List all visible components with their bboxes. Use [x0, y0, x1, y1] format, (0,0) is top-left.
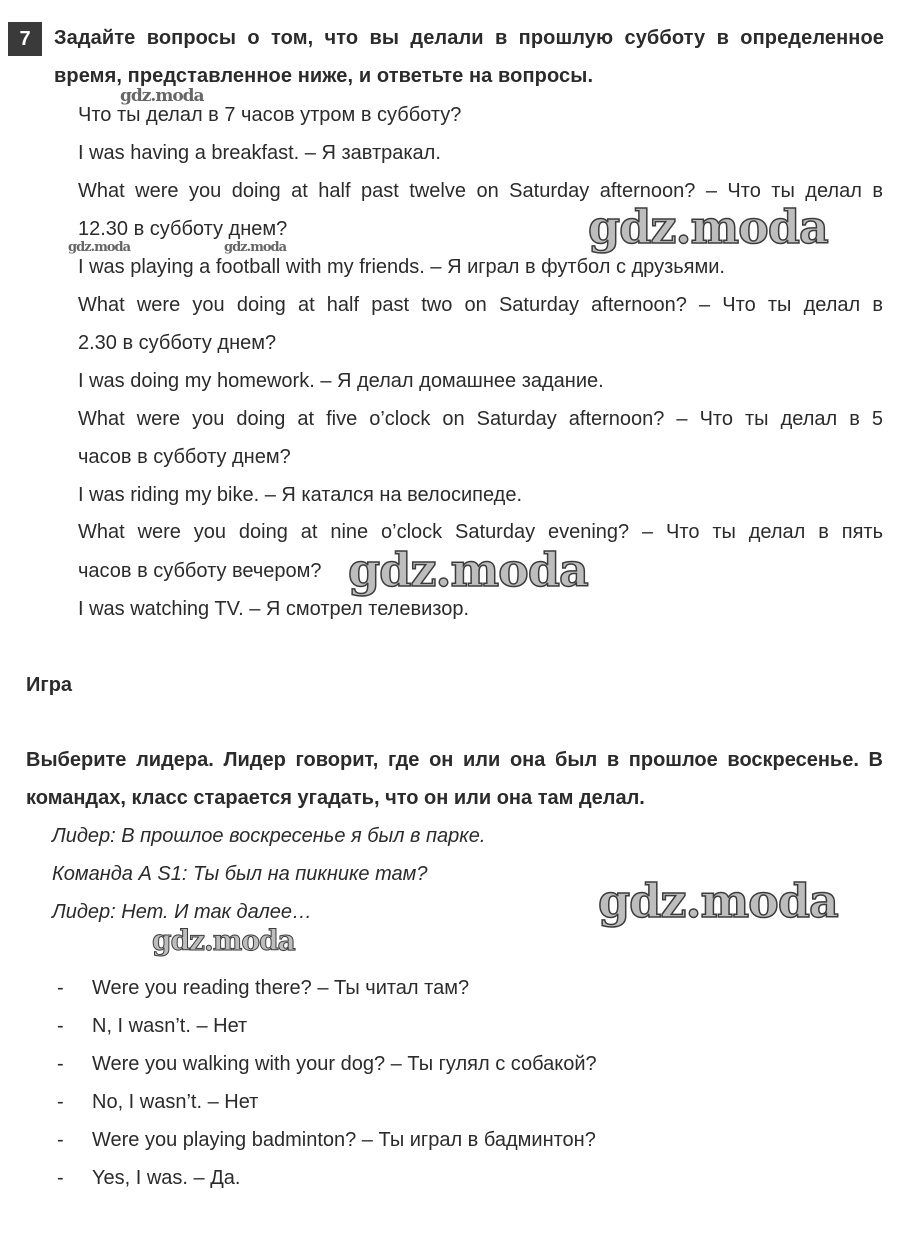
- list-item: N, I wasn’t. – Нет: [92, 1015, 248, 1037]
- watermark: gdz.moda: [598, 874, 838, 928]
- dialogue-answer-4: I was riding my bike. – Я катался на велосипеде.: [78, 484, 523, 506]
- dialogue-answer-5: I was watching TV. – Я смотрел телевизор.: [78, 598, 470, 620]
- list-bullet: -: [57, 1091, 64, 1113]
- list-item: Yes, I was. – Да.: [92, 1167, 241, 1189]
- watermark: gdz.moda: [152, 924, 295, 957]
- list-bullet: -: [57, 1053, 64, 1075]
- list-item: Were you walking with your dog? – Ты гулял с собакой?: [92, 1053, 597, 1075]
- watermark: gdz.moda: [68, 240, 131, 255]
- list-bullet: -: [57, 1015, 64, 1037]
- dialogue-question-2: What were you doing at half past twelve on Saturday afternoon? – Что ты делал в: [78, 180, 883, 202]
- game-example-1: Лидер: В прошлое воскресенье я был в парке.: [52, 825, 486, 847]
- dialogue-question-2-cont: 12.30 в субботу днем?: [78, 218, 288, 240]
- watermark: gdz.moda: [348, 543, 588, 597]
- game-example-2: Команда А S1: Ты был на пикнике там?: [52, 863, 428, 885]
- dialogue-question-5: What were you doing at nine o’clock Saturday evening? – Что ты делал в пять: [78, 521, 883, 543]
- dialogue-question-5-cont: часов в субботу вечером?: [78, 560, 322, 582]
- task-number-badge: 7: [8, 22, 42, 56]
- dialogue-question-3-cont: 2.30 в субботу днем?: [78, 332, 277, 354]
- list-bullet: -: [57, 1167, 64, 1189]
- list-item: No, I wasn’t. – Нет: [92, 1091, 259, 1113]
- watermark: gdz.moda: [224, 240, 287, 255]
- dialogue-answer-3: I was doing my homework. – Я делал домашнее задание.: [78, 370, 604, 392]
- list-item: Were you playing badminton? – Ты играл в бадминтон?: [92, 1129, 596, 1151]
- list-bullet: -: [57, 1129, 64, 1151]
- dialogue-question-4-cont: часов в субботу днем?: [78, 446, 291, 468]
- game-example-3: Лидер: Нет. И так далее…: [52, 901, 313, 923]
- dialogue-answer-1: I was having a breakfast. – Я завтракал.: [78, 142, 441, 164]
- dialogue-question-4: What were you doing at five o’clock on Saturday afternoon? – Что ты делал в 5: [78, 408, 883, 430]
- list-item: Were you reading there? – Ты читал там?: [92, 977, 470, 999]
- list-bullet: -: [57, 977, 64, 999]
- dialogue-question-3: What were you doing at half past two on Saturday afternoon? – Что ты делал в: [78, 294, 883, 316]
- game-heading: Игра: [26, 674, 73, 696]
- watermark: gdz.moda: [120, 86, 204, 106]
- watermark: gdz.moda: [588, 200, 828, 254]
- game-rules: Выберите лидера. Лидер говорит, где он или она был в прошлое воскресенье. В командах, класс старается угадать, что он или она там делал.: [26, 749, 883, 809]
- task-instruction: Задайте вопросы о том, что вы делали в прошлую субботу в определенное время, представленное ниже, и ответьте на вопросы.: [54, 27, 884, 87]
- dialogue-answer-2: I was playing a football with my friends. – Я играл в футбол с друзьями.: [78, 256, 725, 278]
- dialogue-question-1: Что ты делал в 7 часов утром в субботу?: [78, 104, 462, 126]
